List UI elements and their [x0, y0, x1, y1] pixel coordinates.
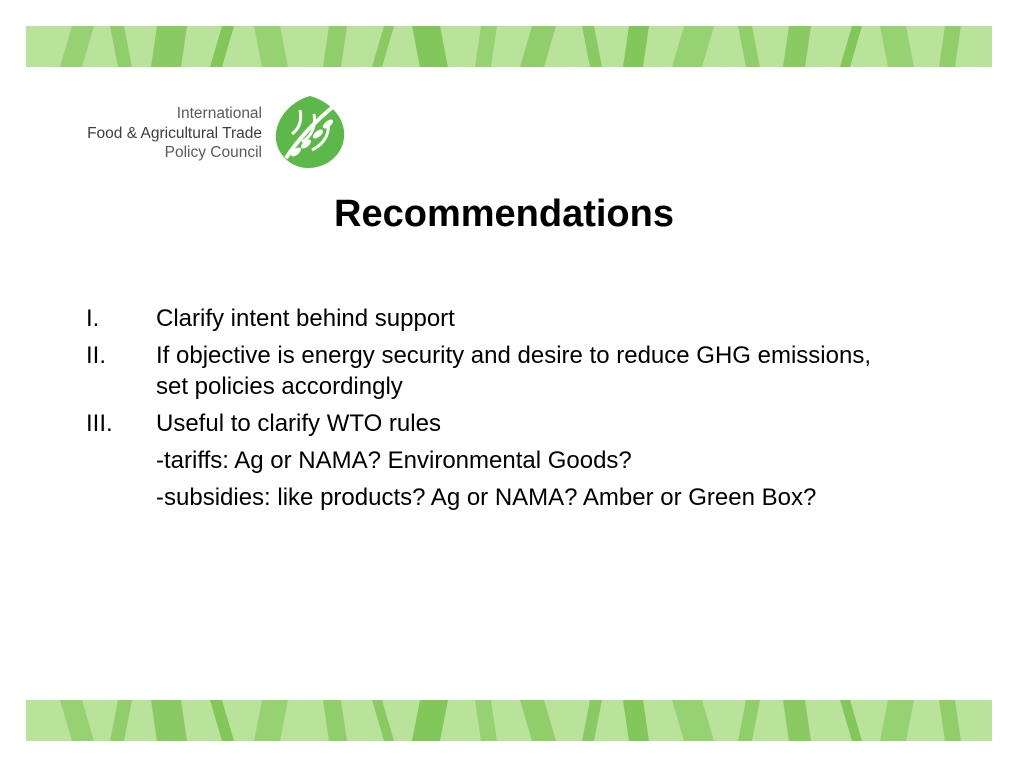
list-item-text: If objective is energy security and desire to reduce GHG emissions, set policies accordingly — [156, 342, 871, 400]
sub-item: -subsidies: like products? Ag or NAMA? Amber or Green Box? — [156, 484, 817, 511]
organization-logo — [40, 94, 350, 170]
list-item — [86, 408, 886, 439]
logo-line-1: International — [176, 105, 262, 122]
band-stroke — [151, 700, 187, 741]
list-item-numeral: III. — [86, 410, 113, 437]
wheat-leaf-logo-icon — [272, 94, 348, 170]
list-item — [86, 340, 886, 402]
list-item-text: Clarify intent behind support — [156, 305, 455, 332]
sub-item: -tariffs: Ag or NAMA? Environmental Goods? — [156, 447, 632, 474]
band-stroke — [151, 26, 187, 67]
bottom-decorative-band — [26, 700, 992, 741]
logo-line-3: Policy Council — [164, 144, 262, 161]
band-pattern — [26, 26, 992, 67]
page-title: Recommendations — [334, 193, 674, 235]
top-decorative-band — [26, 26, 992, 67]
list-item — [86, 303, 886, 334]
list-item-text: Useful to clarify WTO rules — [156, 410, 441, 437]
recommendations-list — [86, 303, 886, 519]
list-item-numeral: I. — [86, 305, 100, 332]
band-pattern — [26, 700, 992, 741]
logo-line-2: Food & Agricultural Trade — [87, 124, 262, 142]
list-item-numeral: II. — [86, 342, 107, 369]
logo-wordmark — [40, 104, 262, 163]
